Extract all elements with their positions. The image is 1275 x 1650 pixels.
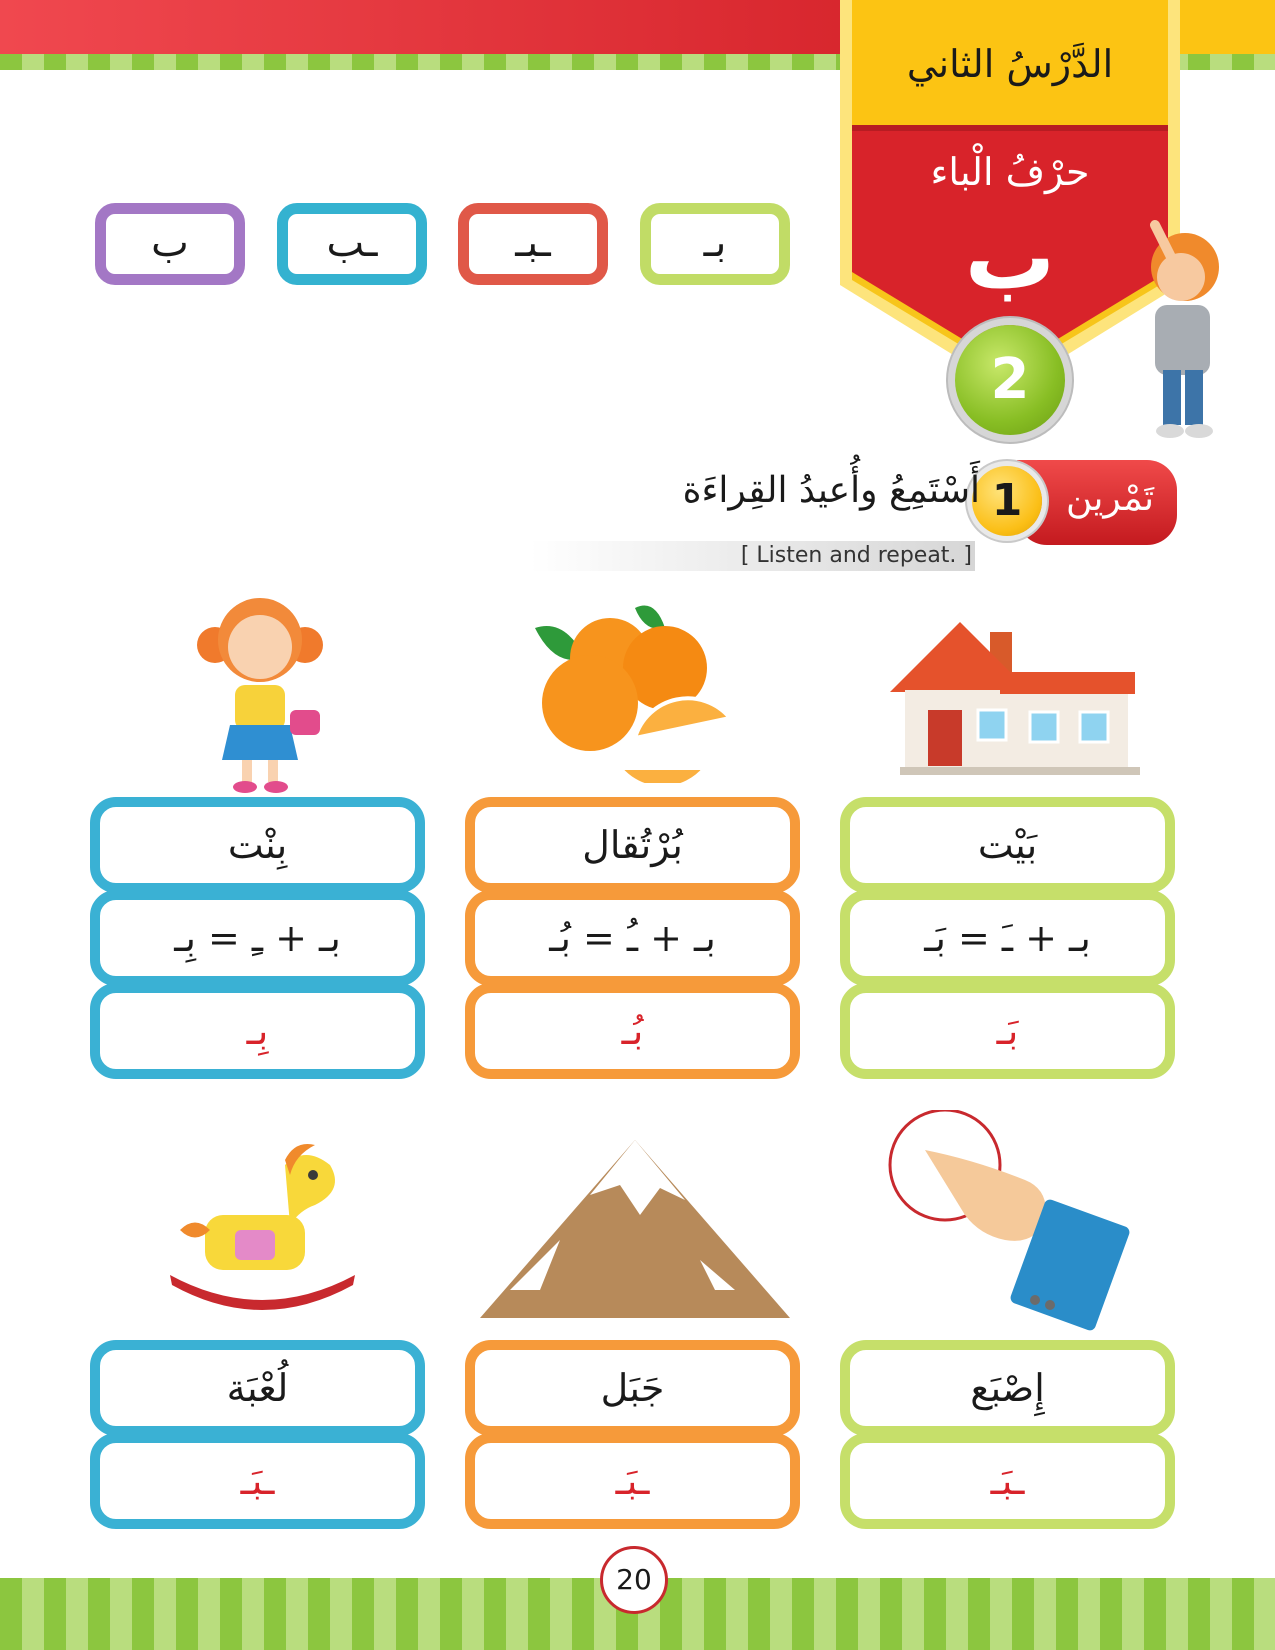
instruction-english: [ Listen and repeat. ] (740, 543, 972, 568)
finger-picture (885, 1110, 1135, 1335)
syllable-card-damma (465, 983, 800, 1079)
word-text: بُرْتُقال (582, 823, 683, 867)
lesson-title: الدَّرْسُ الثاني (906, 42, 1114, 86)
mountain-picture (480, 1140, 790, 1320)
formula-card-damma (465, 890, 800, 986)
letter-form-medial: ـبـ (458, 203, 608, 285)
instruction-arabic: أَسْتَمِعُ وأُعيدُ القِراءَة (682, 470, 980, 511)
word-card-bayt (840, 797, 1175, 893)
top-banner-yellow (1180, 0, 1275, 54)
syllable-text: ـبَـ (240, 1459, 275, 1503)
word-card-burtuqal (465, 797, 800, 893)
syllable-text: بِـ (246, 1009, 269, 1053)
syllable-text: بُـ (621, 1009, 644, 1053)
rocking-horse-picture (165, 1135, 360, 1315)
big-letter: ب (964, 205, 1056, 310)
word-card-isba (840, 1340, 1175, 1436)
syllable-text: بَـ (996, 1009, 1019, 1053)
boy-illustration (1115, 205, 1250, 445)
formula-text: بـ + ـُ = بُـ (549, 916, 716, 960)
word-card-luba (90, 1340, 425, 1436)
syllable-text: ـبَـ (990, 1459, 1025, 1503)
word-text: لُعْبَة (226, 1366, 289, 1410)
exercise-number: 1 (972, 466, 1042, 536)
syllable-card-luba (90, 1433, 425, 1529)
syllable-card-fatha (840, 983, 1175, 1079)
formula-card-kasra (90, 890, 425, 986)
word-text: جَبَل (600, 1366, 665, 1410)
page-number: 20 (600, 1546, 668, 1614)
formula-text: بـ + ـِ = بِـ (174, 916, 341, 960)
exercise-label: تَمْرين (1065, 478, 1155, 519)
formula-card-fatha (840, 890, 1175, 986)
letter-form-initial: بـ (640, 203, 790, 285)
letter-form-isolated: ب (95, 203, 245, 285)
oranges-picture (515, 598, 740, 783)
word-text: بِنْت (227, 823, 288, 867)
syllable-text: ـبَـ (615, 1459, 650, 1503)
house-picture (880, 612, 1140, 777)
lesson-number-badge: 2 (955, 325, 1065, 435)
syllable-card-isba (840, 1433, 1175, 1529)
syllable-card-kasra (90, 983, 425, 1079)
word-text: إِصْبَع (970, 1366, 1045, 1410)
syllable-card-jabal (465, 1433, 800, 1529)
letter-form-final: ـب (277, 203, 427, 285)
girl-picture (190, 585, 330, 795)
top-banner-red (0, 0, 840, 54)
letter-name: حرْفُ الْباء (930, 150, 1090, 194)
word-card-jabal (465, 1340, 800, 1436)
word-card-bint (90, 797, 425, 893)
formula-text: بـ + ـَ = بَـ (924, 916, 1091, 960)
word-text: بَيْت (977, 823, 1038, 867)
